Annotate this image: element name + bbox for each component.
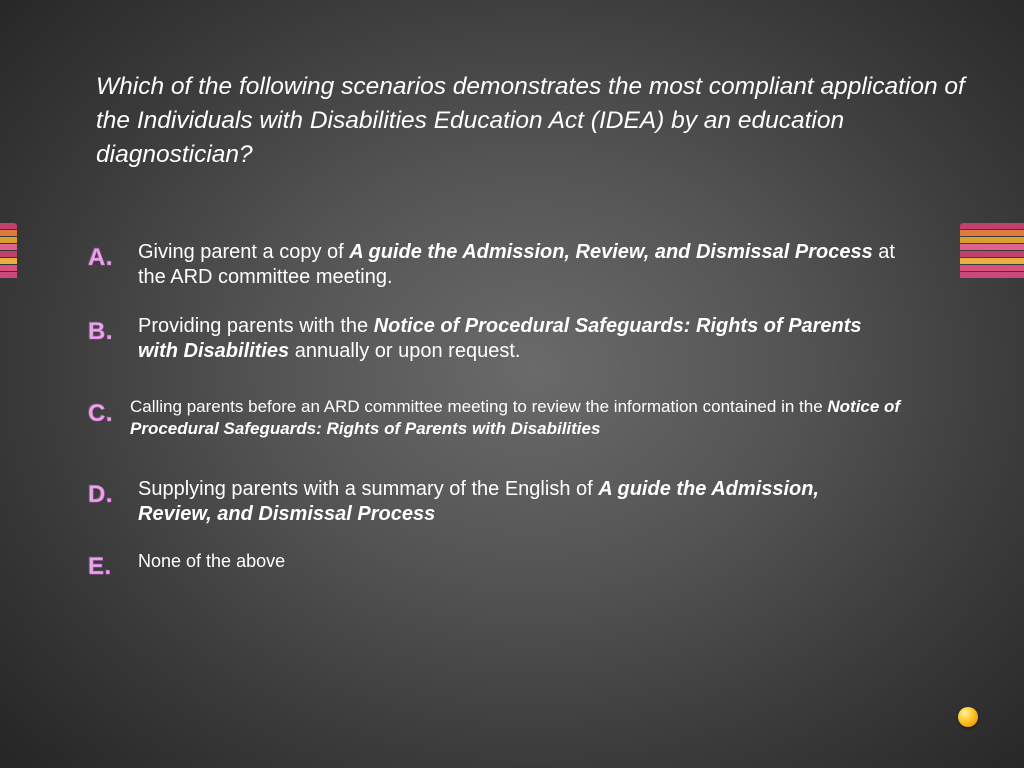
option-text-pre: Calling parents before an ARD committee meeting to review the information contained in the bbox=[130, 397, 828, 416]
option-text bbox=[130, 396, 950, 440]
option-letter: C. bbox=[88, 400, 113, 427]
option-text-title: Notice of Procedural Safeguards: Rights of Parents with Disabilities bbox=[130, 397, 901, 438]
option-text-title: A guide the Admission, Review, and Dismissal Process bbox=[349, 241, 873, 263]
option-text-pre: Providing parents with the bbox=[138, 315, 374, 337]
option-text bbox=[138, 314, 898, 364]
option-text-title: A guide the Admission, Review, and Dismissal Process bbox=[138, 478, 819, 525]
stripe-decoration-left bbox=[0, 223, 17, 285]
option-text-pre: None of the above bbox=[138, 551, 286, 571]
option-text bbox=[138, 477, 898, 527]
gold-orb-icon[interactable] bbox=[958, 707, 978, 727]
question-text: Which of the following scenarios demonstrates the most compliant application of the Individuals with Disabilities Education Act (IDEA) by an education diagnostician? bbox=[96, 73, 965, 168]
option-letter: B. bbox=[88, 318, 113, 345]
option-text bbox=[138, 240, 898, 290]
option-text-title: Notice of Procedural Safeguards: Rights of Parents with Disabilities bbox=[138, 315, 862, 362]
option-text-pre: Supplying parents with a summary of the English of bbox=[138, 478, 599, 500]
option-text-post: at the ARD committee meeting. bbox=[138, 241, 895, 288]
stripe-decoration-right bbox=[960, 223, 1024, 285]
option-letter: E. bbox=[88, 553, 112, 580]
option-letter: A. bbox=[88, 244, 113, 271]
option-text-pre: Giving parent a copy of bbox=[138, 241, 350, 263]
option-text-post: annually or upon request. bbox=[289, 340, 521, 362]
option-letter: D. bbox=[88, 481, 113, 508]
option-text bbox=[138, 549, 898, 574]
